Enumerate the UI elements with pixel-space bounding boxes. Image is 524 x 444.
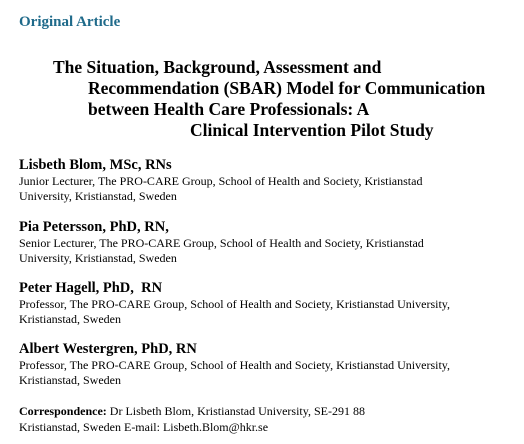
title-line-2: Recommendation (SBAR) Model for Communication [88,78,486,98]
author-affiliation-line-1: Junior Lecturer, The PRO-CARE Group, School of Health and Society, Kristianstad [19,174,423,188]
author-affiliation-line-2: Kristianstad, Sweden [19,373,121,387]
article-type-label: Original Article [19,14,121,30]
title-line-3: between Health Care Professionals: A [88,99,370,119]
author-name: Lisbeth Blom, MSc, RNs [19,157,172,173]
correspondence-text-1: Dr Lisbeth Blom, Kristianstad University, SE-291 88 [106,404,365,418]
author-affiliation-line-1: Senior Lecturer, The PRO-CARE Group, School of Health and Society, Kristianstad [19,236,424,250]
title-line-1: The Situation, Background, Assessment and [53,57,382,77]
author-block-1 [19,157,519,204]
author-affiliation-line-2: University, Kristianstad, Sweden [19,189,177,203]
correspondence-line-1 [19,403,519,419]
author-name: Pia Petersson, PhD, RN, [19,219,169,235]
title-line-4: Clinical Intervention Pilot Study [190,120,434,140]
correspondence-label: Correspondence: [19,404,107,418]
author-block-2 [19,219,519,266]
correspondence-block [19,403,519,435]
author-affiliation-line-2: University, Kristianstad, Sweden [19,251,177,265]
author-affiliation-line-1: Professor, The PRO-CARE Group, School of Health and Society, Kristianstad University, [19,358,451,372]
author-affiliation-line-1: Professor, The PRO-CARE Group, School of Health and Society, Kristianstad University, [19,297,451,311]
author-block-3 [19,280,519,327]
author-affiliation-line-2: Kristianstad, Sweden [19,312,121,326]
author-name: Albert Westergren, PhD, RN [19,341,197,357]
correspondence-text-2: Kristianstad, Sweden E-mail: Lisbeth.Blom@hkr.se [19,420,269,434]
author-block-4 [19,341,519,388]
author-name: Peter Hagell, PhD, RN [19,280,163,296]
